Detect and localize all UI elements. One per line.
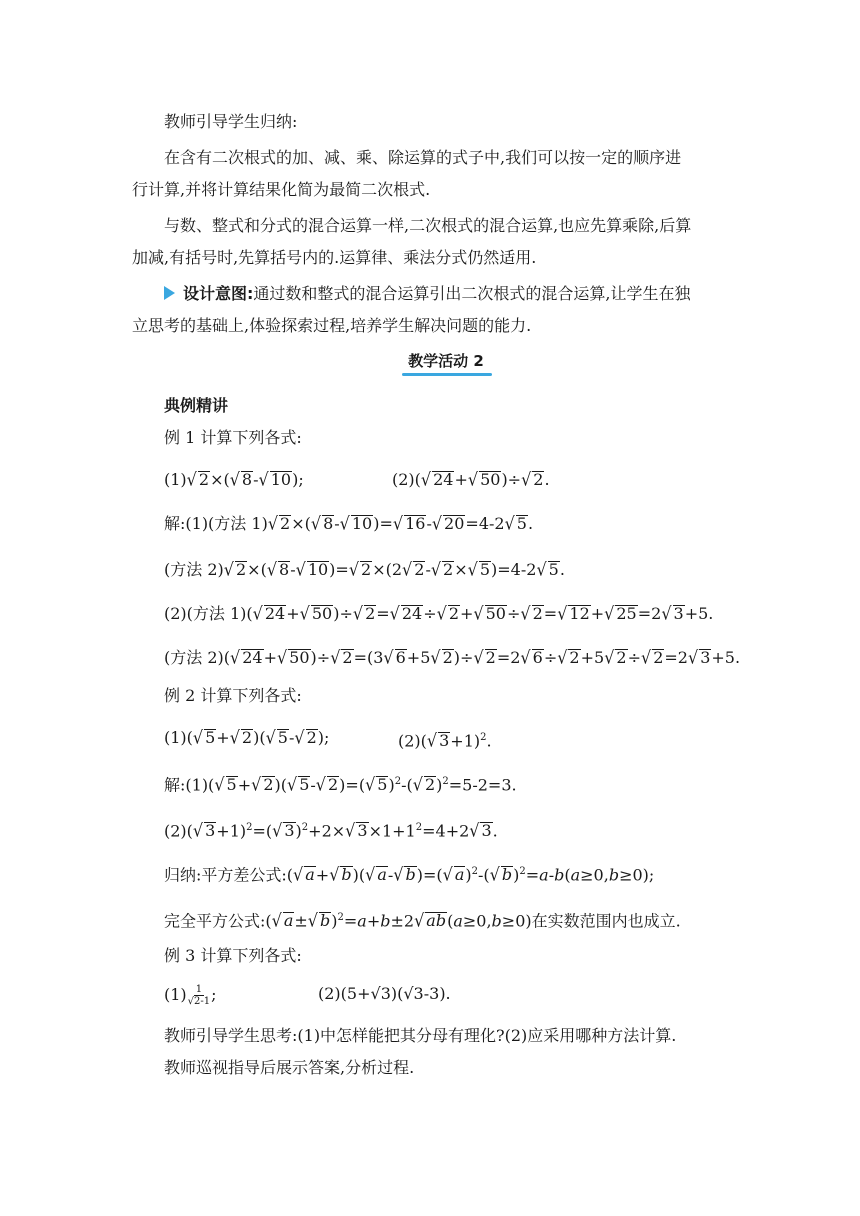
example-1-title: 例 1 计算下列各式:	[164, 428, 302, 447]
example-2-solution-1: 解:(1)(√ 5+√ 2)(√ 5-√ 2)=(√ 5)$^2$-(√ 2)$^2$=5-2=3.	[164, 774, 517, 796]
banner-underline	[402, 373, 492, 376]
example-3-teacher-show: 教师巡视指导后展示答案,分析过程.	[164, 1058, 415, 1077]
design-intent-label: 设计意图:	[183, 284, 254, 303]
summary-perfect-square: 完全平方公式:(√ a±√ b)$^2$=a+b±2√ ab(a≥0,b≥0)在实数范围内也成立.	[164, 910, 681, 932]
design-intent-text: 通过数和整式的混合运算引出二次根式的混合运算,让学生在独	[253, 284, 691, 303]
example-2-questions: (1)(√ 5+√ 2)(√ 5-√ 2); (2)(√ 3+1)$^2$.	[164, 727, 492, 752]
paragraph-2-line-2: 行计算,并将计算结果化简为最简二次根式.	[132, 180, 431, 199]
example-1-solution-3: (2)(方法 1)(√ 24+√ 50)÷√ 2=√ 24÷√ 2+√ 50÷√ 2=√ 12+√ 25=2√ 3+5.	[164, 603, 714, 624]
paragraph-3-line-2: 加减,有括号时,先算括号内的.运算律、乘法分式仍然适用.	[132, 248, 537, 267]
example-1-questions: (1)√ 2×(√ 8-√ 10); (2)(√ 24+√ 50)÷√ 2.	[164, 469, 550, 490]
example-1-solution-1: 解:(1)(方法 1)√ 2×(√ 8-√ 10)=√ 16-√ 20=4-2√ 5.	[164, 513, 534, 534]
paragraph-2-line-1: 在含有二次根式的加、减、乘、除运算的式子中,我们可以按一定的顺序进	[164, 148, 682, 167]
paragraph-3-line-1: 与数、整式和分式的混合运算一样,二次根式的混合运算,也应先算乘除,后算	[164, 216, 692, 235]
example-3-questions: (1) $\frac{1}{√2-1}$ ; (2)(5+√3)(√3-3).	[164, 984, 451, 1007]
example-1-solution-2: (方法 2)√ 2×(√ 8-√ 10)=√ 2×(2√ 2-√ 2×√ 5)=4-2√ 5.	[164, 559, 565, 580]
section-title: 典例精讲	[164, 396, 229, 415]
example-3-title: 例 3 计算下列各式:	[164, 946, 302, 965]
paragraph-intro: 教师引导学生归纳:	[164, 112, 298, 131]
example-1-solution-4: (方法 2)(√ 24+√ 50)÷√ 2=(3√ 6+5√ 2)÷√ 2=2√ 6÷√ 2+5√ 2÷√ 2=2√ 3+5.	[164, 647, 741, 668]
activity-banner	[400, 350, 492, 372]
design-intent-line-1	[164, 284, 691, 304]
fraction: $\frac{1}{√2-1}$	[187, 984, 211, 1007]
design-intent-line-2: 立思考的基础上,体验探索过程,培养学生解决问题的能力.	[132, 316, 532, 335]
triangle-bullet-icon	[164, 286, 175, 300]
example-2-title: 例 2 计算下列各式:	[164, 686, 302, 705]
summary-difference-of-squares: 归纳:平方差公式:(√ a+√ b)(√ a-√ b)=(√ a)$^2$-(√ b)$^2$=a-b(a≥0,b≥0);	[164, 864, 655, 886]
example-2-solution-2: (2)(√ 3+1)$^2$=(√ 3)$^2$+2×√ $3\times 1+1^2=4+2√$ 3.	[164, 820, 498, 842]
activity-banner-title: 教学活动 2	[408, 352, 484, 370]
example-3-teacher-prompt: 教师引导学生思考:(1)中怎样能把其分母有理化?(2)应采用哪种方法计算.	[164, 1026, 677, 1045]
